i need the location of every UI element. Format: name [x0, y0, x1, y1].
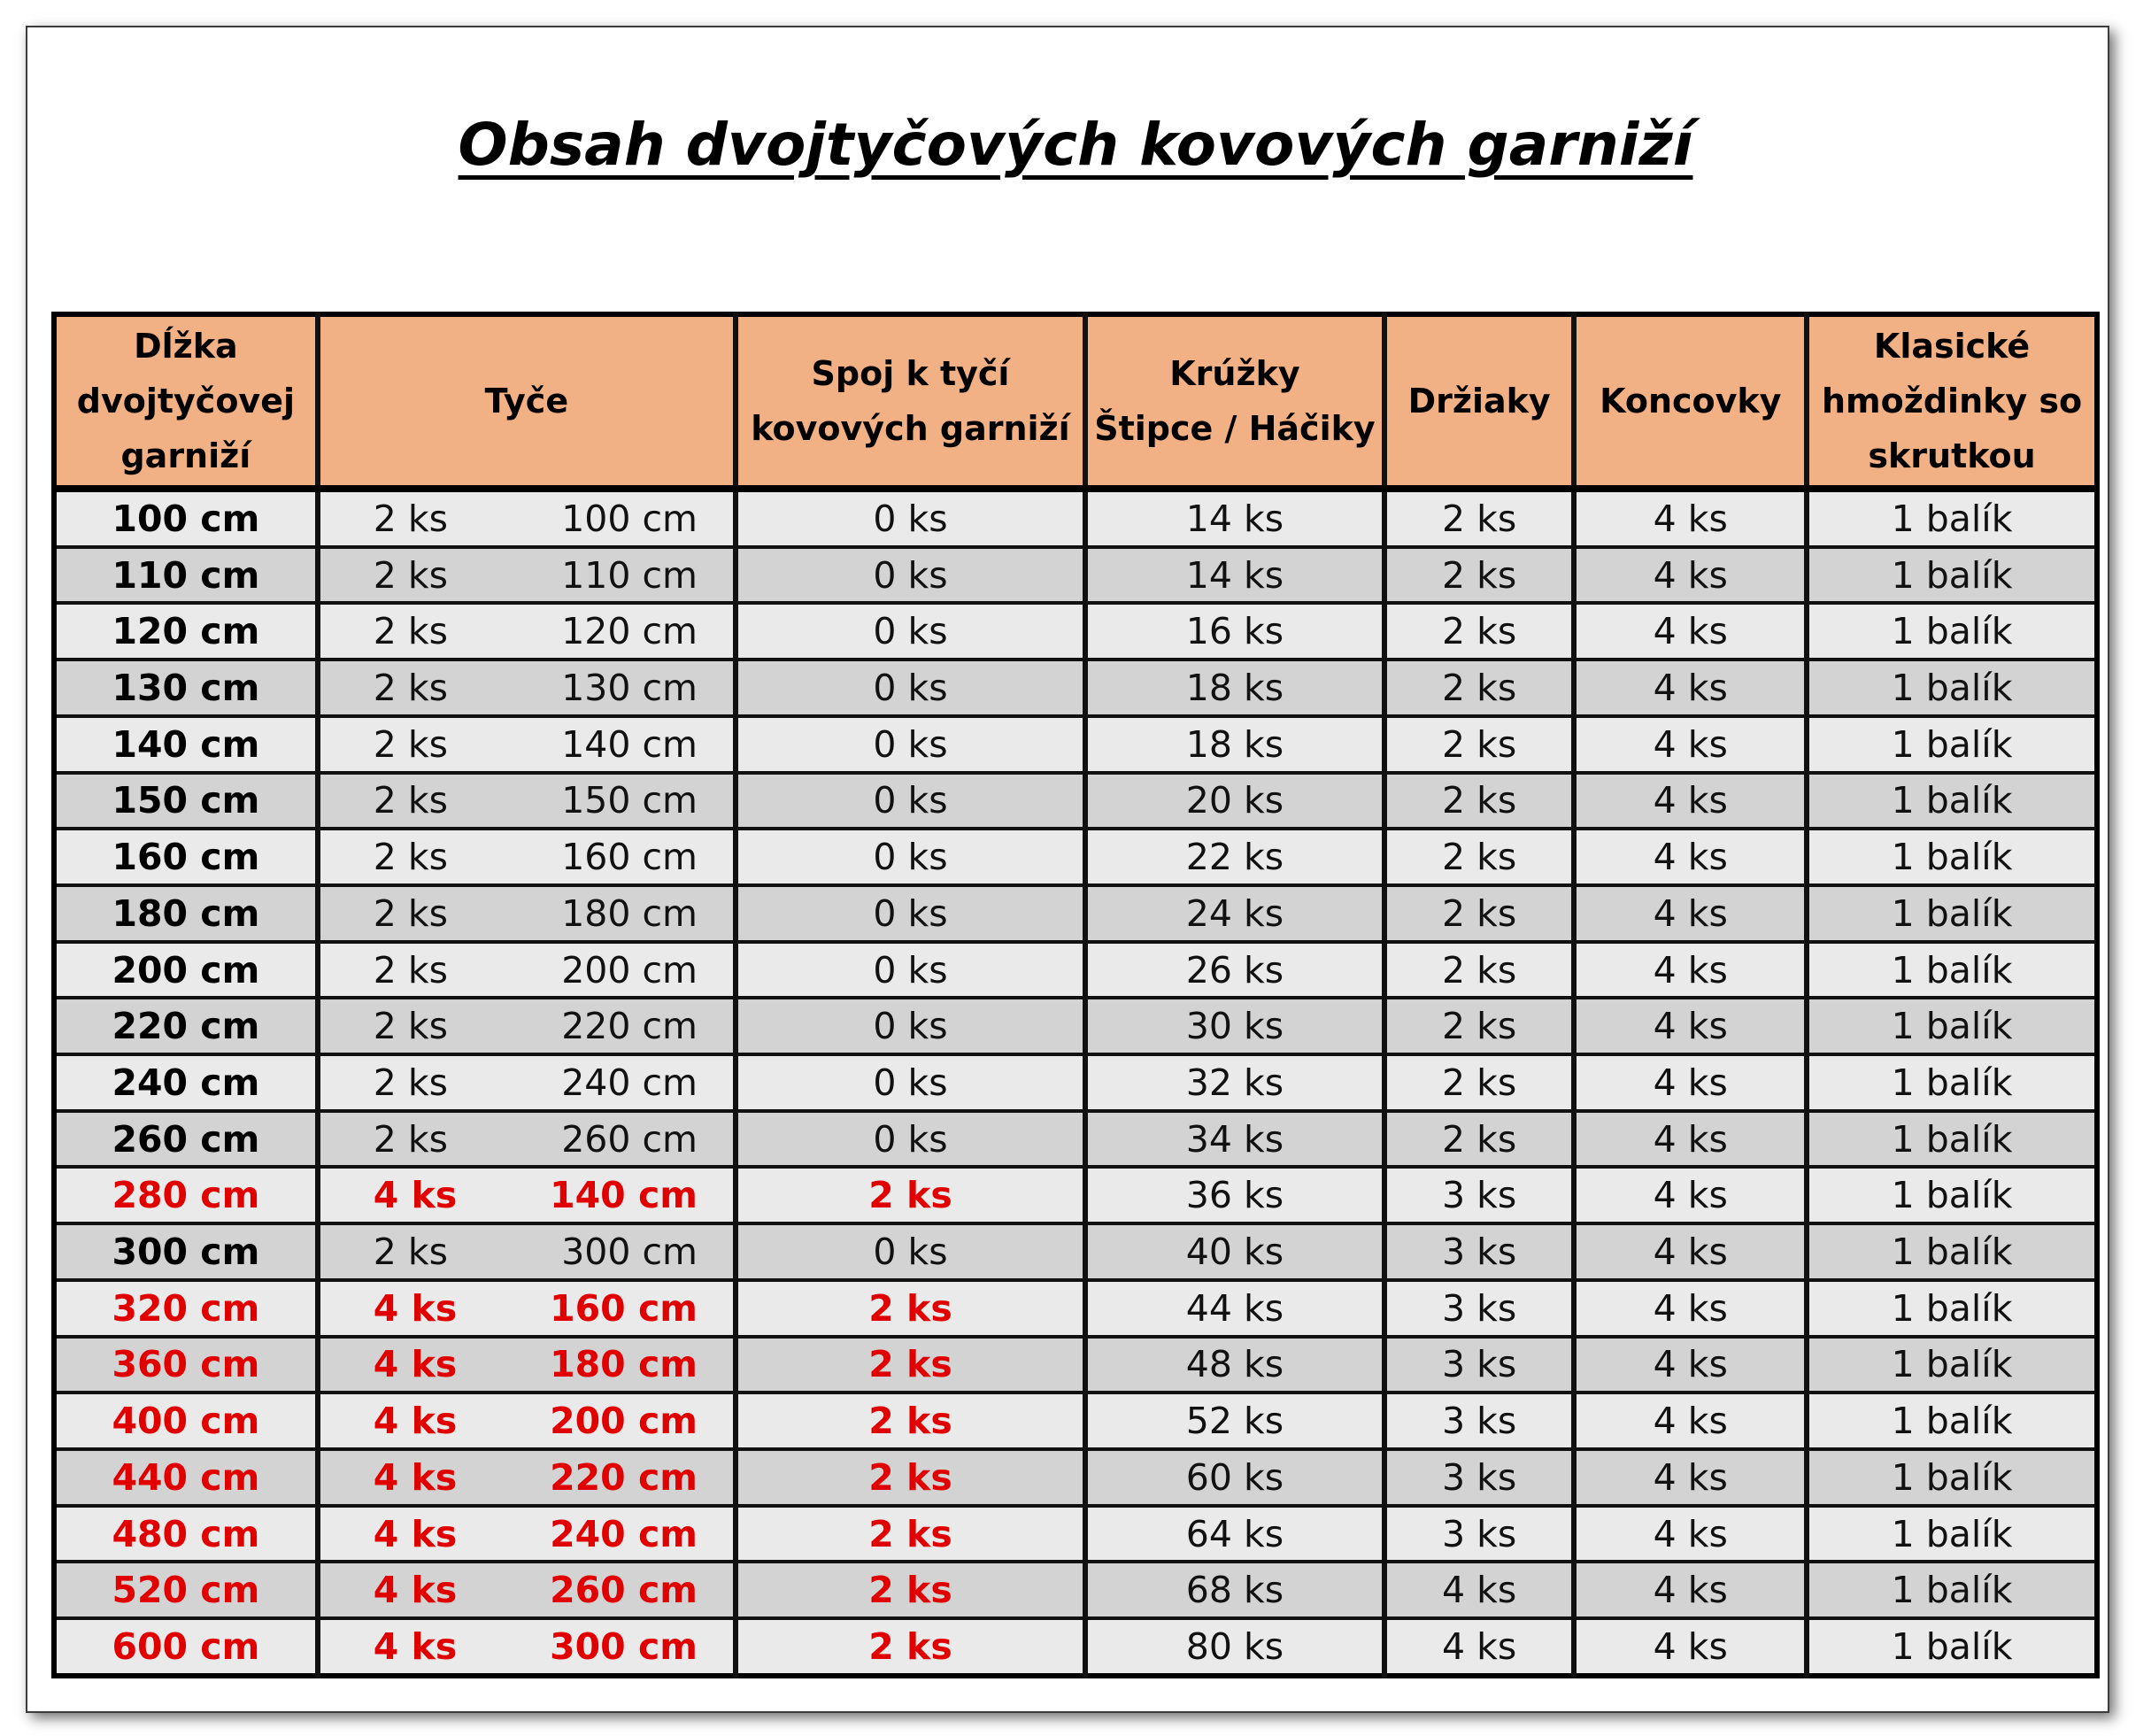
cell-rods-length: 130 cm — [561, 666, 698, 709]
cell-rods-length: 300 cm — [550, 1625, 698, 1669]
cell-endcaps: 4 ks — [1574, 1280, 1807, 1337]
cell-length: 140 cm — [54, 716, 318, 773]
cell-length: 130 cm — [54, 660, 318, 716]
cell-rods — [318, 603, 736, 660]
table-row — [54, 1562, 2097, 1618]
cell-rods-qty: 2 ks — [373, 1117, 448, 1161]
cell-rods — [318, 829, 736, 885]
header-length: Dĺžka dvojtyčovej garniží — [54, 314, 318, 489]
table-row — [54, 773, 2097, 829]
cell-dowels: 1 balík — [1807, 1618, 2097, 1676]
cell-holders: 2 ks — [1384, 547, 1575, 604]
cell-rods-length: 110 cm — [561, 553, 698, 597]
table-row — [54, 1111, 2097, 1168]
cell-length: 200 cm — [54, 942, 318, 999]
cell-endcaps: 4 ks — [1574, 1449, 1807, 1506]
cell-rods-length: 200 cm — [550, 1400, 698, 1443]
cell-holders: 2 ks — [1384, 773, 1575, 829]
cell-length: 240 cm — [54, 1054, 318, 1111]
cell-rods — [318, 1506, 736, 1562]
cell-rods — [318, 1393, 736, 1449]
cell-holders: 4 ks — [1384, 1562, 1575, 1618]
table-row — [54, 829, 2097, 885]
cell-joint: 0 ks — [736, 829, 1085, 885]
table-row — [54, 885, 2097, 942]
cell-dowels: 1 balík — [1807, 1562, 2097, 1618]
header-row — [54, 314, 2097, 489]
cell-rods — [318, 885, 736, 942]
cell-rods-length: 120 cm — [561, 610, 698, 653]
cell-dowels: 1 balík — [1807, 1111, 2097, 1168]
cell-length: 480 cm — [54, 1506, 318, 1562]
cell-dowels: 1 balík — [1807, 1337, 2097, 1393]
cell-holders: 3 ks — [1384, 1280, 1575, 1337]
cell-rings: 48 ks — [1085, 1337, 1384, 1393]
cell-length: 600 cm — [54, 1618, 318, 1676]
cell-dowels: 1 balík — [1807, 773, 2097, 829]
cell-holders: 4 ks — [1384, 1618, 1575, 1676]
cell-rods-length: 180 cm — [550, 1343, 698, 1386]
cell-joint: 0 ks — [736, 773, 1085, 829]
cell-rings: 30 ks — [1085, 998, 1384, 1054]
cell-rods-length: 260 cm — [550, 1569, 698, 1612]
cell-holders: 2 ks — [1384, 998, 1575, 1054]
cell-length: 360 cm — [54, 1337, 318, 1393]
cell-rods — [318, 1562, 736, 1618]
cell-joint: 0 ks — [736, 1111, 1085, 1168]
cell-rods — [318, 773, 736, 829]
cell-holders: 2 ks — [1384, 1054, 1575, 1111]
table-row — [54, 603, 2097, 660]
cell-rods-qty: 2 ks — [373, 779, 448, 822]
cell-joint: 2 ks — [736, 1280, 1085, 1337]
cell-rods-qty: 2 ks — [373, 1061, 448, 1104]
cell-dowels: 1 balík — [1807, 489, 2097, 547]
cell-length: 300 cm — [54, 1223, 318, 1280]
cell-dowels: 1 balík — [1807, 716, 2097, 773]
table-row — [54, 547, 2097, 604]
cell-rods-length: 260 cm — [561, 1117, 698, 1161]
cell-dowels: 1 balík — [1807, 998, 2097, 1054]
cell-rods-qty: 2 ks — [373, 836, 448, 879]
table-row — [54, 1280, 2097, 1337]
cell-rods — [318, 1054, 736, 1111]
cell-rods-qty: 4 ks — [373, 1400, 458, 1443]
cell-endcaps: 4 ks — [1574, 489, 1807, 547]
cell-holders: 2 ks — [1384, 942, 1575, 999]
cell-holders: 2 ks — [1384, 716, 1575, 773]
cell-rods-length: 140 cm — [561, 722, 698, 766]
cell-rods — [318, 1223, 736, 1280]
cell-dowels: 1 balík — [1807, 603, 2097, 660]
table-row — [54, 1449, 2097, 1506]
cell-joint: 0 ks — [736, 942, 1085, 999]
cell-rods-qty: 2 ks — [373, 497, 448, 540]
cell-rods — [318, 942, 736, 999]
table-row — [54, 660, 2097, 716]
cell-length: 120 cm — [54, 603, 318, 660]
cell-endcaps: 4 ks — [1574, 1054, 1807, 1111]
cell-endcaps: 4 ks — [1574, 1223, 1807, 1280]
cell-rods-length: 140 cm — [550, 1174, 698, 1217]
cell-rings: 20 ks — [1085, 773, 1384, 829]
cell-holders: 2 ks — [1384, 1111, 1575, 1168]
cell-length: 260 cm — [54, 1111, 318, 1168]
cell-rods-qty: 2 ks — [373, 722, 448, 766]
cell-rods-qty: 4 ks — [373, 1625, 458, 1669]
cell-endcaps: 4 ks — [1574, 1167, 1807, 1223]
table-row — [54, 1393, 2097, 1449]
cell-rods-qty: 2 ks — [373, 1005, 448, 1048]
cell-rods — [318, 1111, 736, 1168]
cell-rods — [318, 547, 736, 604]
table-row — [54, 1618, 2097, 1676]
cell-rings: 24 ks — [1085, 885, 1384, 942]
cell-endcaps: 4 ks — [1574, 1393, 1807, 1449]
cell-rings: 40 ks — [1085, 1223, 1384, 1280]
header-holders: Držiaky — [1384, 314, 1575, 489]
table-row — [54, 1054, 2097, 1111]
cell-rods-qty: 4 ks — [373, 1343, 458, 1386]
cell-dowels: 1 balík — [1807, 829, 2097, 885]
cell-joint: 0 ks — [736, 1223, 1085, 1280]
cell-rings: 16 ks — [1085, 603, 1384, 660]
cell-rings: 34 ks — [1085, 1111, 1384, 1168]
cell-rods-qty: 2 ks — [373, 666, 448, 709]
cell-dowels: 1 balík — [1807, 1449, 2097, 1506]
cell-rods-length: 240 cm — [561, 1061, 698, 1104]
cell-endcaps: 4 ks — [1574, 1506, 1807, 1562]
cell-rods-qty: 4 ks — [373, 1174, 458, 1217]
cell-holders: 2 ks — [1384, 885, 1575, 942]
cell-rods-length: 200 cm — [561, 948, 698, 991]
cell-rods-length: 100 cm — [561, 497, 698, 540]
cell-joint: 0 ks — [736, 603, 1085, 660]
cell-rods — [318, 1337, 736, 1393]
cell-rods — [318, 1167, 736, 1223]
cell-endcaps: 4 ks — [1574, 942, 1807, 999]
cell-joint: 0 ks — [736, 547, 1085, 604]
cell-rings: 80 ks — [1085, 1618, 1384, 1676]
header-dowels: Klasické hmoždinky so skrutkou — [1807, 314, 2097, 489]
cell-rods-length: 150 cm — [561, 779, 698, 822]
header-joint: Spoj k tyčí kovových garniží — [736, 314, 1085, 489]
cell-rings: 52 ks — [1085, 1393, 1384, 1449]
cell-rings: 32 ks — [1085, 1054, 1384, 1111]
cell-length: 110 cm — [54, 547, 318, 604]
cell-rods-qty: 4 ks — [373, 1286, 458, 1330]
cell-joint: 0 ks — [736, 885, 1085, 942]
cell-dowels: 1 balík — [1807, 547, 2097, 604]
cell-holders: 3 ks — [1384, 1167, 1575, 1223]
table-row — [54, 1167, 2097, 1223]
cell-rings: 60 ks — [1085, 1449, 1384, 1506]
cell-dowels: 1 balík — [1807, 1280, 2097, 1337]
cell-holders: 3 ks — [1384, 1506, 1575, 1562]
cell-rods-qty: 4 ks — [373, 1455, 458, 1499]
cell-dowels: 1 balík — [1807, 1223, 2097, 1280]
cell-rods-qty: 2 ks — [373, 610, 448, 653]
cell-joint: 2 ks — [736, 1618, 1085, 1676]
cell-rods — [318, 1280, 736, 1337]
cell-endcaps: 4 ks — [1574, 603, 1807, 660]
cell-endcaps: 4 ks — [1574, 1337, 1807, 1393]
cell-rings: 64 ks — [1085, 1506, 1384, 1562]
cell-rods — [318, 998, 736, 1054]
cell-endcaps: 4 ks — [1574, 773, 1807, 829]
cell-joint: 2 ks — [736, 1506, 1085, 1562]
cell-dowels: 1 balík — [1807, 1506, 2097, 1562]
cell-rods-qty: 2 ks — [373, 553, 448, 597]
cell-joint: 0 ks — [736, 716, 1085, 773]
cell-rods-length: 160 cm — [561, 836, 698, 879]
cell-rings: 22 ks — [1085, 829, 1384, 885]
cell-rods — [318, 1449, 736, 1506]
cell-length: 150 cm — [54, 773, 318, 829]
contents-table — [51, 312, 2100, 1678]
cell-endcaps: 4 ks — [1574, 716, 1807, 773]
cell-rods-qty: 4 ks — [373, 1512, 458, 1555]
cell-holders: 2 ks — [1384, 829, 1575, 885]
cell-joint: 0 ks — [736, 998, 1085, 1054]
cell-holders: 3 ks — [1384, 1337, 1575, 1393]
cell-rings: 26 ks — [1085, 942, 1384, 999]
table-row — [54, 1506, 2097, 1562]
cell-endcaps: 4 ks — [1574, 660, 1807, 716]
cell-joint: 2 ks — [736, 1337, 1085, 1393]
cell-length: 180 cm — [54, 885, 318, 942]
cell-endcaps: 4 ks — [1574, 1562, 1807, 1618]
table-row — [54, 1223, 2097, 1280]
cell-rods-length: 220 cm — [561, 1005, 698, 1048]
cell-length: 280 cm — [54, 1167, 318, 1223]
cell-joint: 0 ks — [736, 489, 1085, 547]
cell-dowels: 1 balík — [1807, 942, 2097, 999]
cell-length: 320 cm — [54, 1280, 318, 1337]
cell-rings: 68 ks — [1085, 1562, 1384, 1618]
cell-rods-length: 180 cm — [561, 891, 698, 935]
cell-rings: 14 ks — [1085, 489, 1384, 547]
cell-holders: 2 ks — [1384, 603, 1575, 660]
cell-rods — [318, 489, 736, 547]
cell-endcaps: 4 ks — [1574, 1111, 1807, 1168]
cell-holders: 3 ks — [1384, 1393, 1575, 1449]
cell-length: 220 cm — [54, 998, 318, 1054]
cell-rods — [318, 716, 736, 773]
cell-holders: 3 ks — [1384, 1223, 1575, 1280]
cell-endcaps: 4 ks — [1574, 829, 1807, 885]
cell-length: 160 cm — [54, 829, 318, 885]
cell-rings: 18 ks — [1085, 660, 1384, 716]
cell-rods-qty: 4 ks — [373, 1569, 458, 1612]
cell-rods-length: 160 cm — [550, 1286, 698, 1330]
cell-rings: 18 ks — [1085, 716, 1384, 773]
cell-rings: 36 ks — [1085, 1167, 1384, 1223]
table-body — [54, 489, 2097, 1676]
cell-rods-length: 240 cm — [550, 1512, 698, 1555]
table-row — [54, 716, 2097, 773]
cell-dowels: 1 balík — [1807, 660, 2097, 716]
table-row — [54, 489, 2097, 547]
cell-rings: 44 ks — [1085, 1280, 1384, 1337]
cell-joint: 0 ks — [736, 660, 1085, 716]
cell-endcaps: 4 ks — [1574, 885, 1807, 942]
cell-rods-length: 220 cm — [550, 1455, 698, 1499]
table-row — [54, 1337, 2097, 1393]
cell-dowels: 1 balík — [1807, 1054, 2097, 1111]
table-row — [54, 942, 2097, 999]
cell-rods-qty: 2 ks — [373, 891, 448, 935]
header-rods: Tyče — [318, 314, 736, 489]
cell-endcaps: 4 ks — [1574, 998, 1807, 1054]
cell-holders: 2 ks — [1384, 489, 1575, 547]
cell-joint: 2 ks — [736, 1393, 1085, 1449]
cell-length: 100 cm — [54, 489, 318, 547]
cell-holders: 2 ks — [1384, 660, 1575, 716]
cell-holders: 3 ks — [1384, 1449, 1575, 1506]
cell-rods-qty: 2 ks — [373, 1231, 448, 1274]
cell-rings: 14 ks — [1085, 547, 1384, 604]
cell-dowels: 1 balík — [1807, 885, 2097, 942]
cell-length: 400 cm — [54, 1393, 318, 1449]
header-endcaps: Koncovky — [1574, 314, 1807, 489]
cell-rods — [318, 1618, 736, 1676]
cell-joint: 2 ks — [736, 1167, 1085, 1223]
cell-joint: 0 ks — [736, 1054, 1085, 1111]
cell-dowels: 1 balík — [1807, 1167, 2097, 1223]
page-title: Obsah dvojtyčových kovových garniží — [458, 111, 1693, 179]
header-rings: Krúžky Štipce / Háčiky — [1085, 314, 1384, 489]
cell-length: 520 cm — [54, 1562, 318, 1618]
cell-dowels: 1 balík — [1807, 1393, 2097, 1449]
cell-rods-length: 300 cm — [561, 1231, 698, 1274]
cell-joint: 2 ks — [736, 1562, 1085, 1618]
cell-rods-qty: 2 ks — [373, 948, 448, 991]
cell-rods — [318, 660, 736, 716]
cell-length: 440 cm — [54, 1449, 318, 1506]
table-row — [54, 998, 2097, 1054]
cell-endcaps: 4 ks — [1574, 547, 1807, 604]
cell-endcaps: 4 ks — [1574, 1618, 1807, 1676]
cell-joint: 2 ks — [736, 1449, 1085, 1506]
